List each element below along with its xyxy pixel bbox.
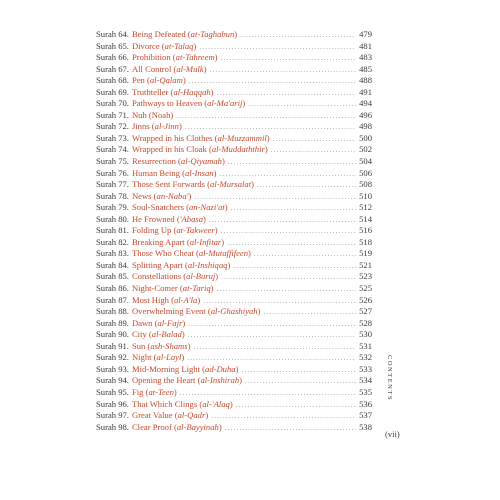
surah-title-link[interactable]: That Which Clings (al-'Alaq)	[131, 398, 233, 409]
toc-entry[interactable]	[96, 364, 372, 376]
surah-number: Surah 95.	[96, 386, 129, 397]
toc-entry[interactable]	[96, 75, 372, 87]
toc-entry[interactable]	[96, 214, 372, 226]
surah-title: Nuh (Noah)	[131, 109, 174, 120]
surah-transliteration: at-Teen	[148, 386, 174, 397]
surah-transliteration: al-Jinn	[154, 121, 179, 132]
page-number: (vii)	[385, 429, 400, 439]
dot-leader	[263, 307, 356, 319]
entry-page-number: 536	[359, 398, 372, 409]
surah-title: Overwhelming Event	[131, 306, 206, 317]
surah-title-link[interactable]: All Control (al-Mulk)	[131, 63, 207, 74]
surah-transliteration: ad-Duha	[205, 363, 236, 374]
toc-entry[interactable]	[96, 110, 372, 122]
surah-number: Surah 64.	[96, 29, 129, 39]
surah-title-link[interactable]: Mid-Morning Light (ad-Duha)	[131, 363, 239, 374]
surah-transliteration: al-Balad	[151, 329, 182, 340]
dot-leader	[188, 319, 356, 331]
entry-page-number: 483	[359, 52, 372, 63]
toc-entry[interactable]	[96, 352, 372, 364]
dot-leader	[217, 284, 357, 296]
surah-number: Surah 80.	[96, 213, 129, 224]
surah-title: That Which Clings	[131, 398, 198, 409]
surah-number: Surah 66.	[96, 52, 129, 63]
surah-title-link[interactable]: Prohibition (at-Tahreem)	[131, 52, 218, 63]
entry-page-number: 528	[359, 317, 372, 328]
surah-title: Splitting Apart	[131, 259, 183, 270]
surah-number: Surah 75.	[96, 156, 129, 167]
dot-leader	[241, 365, 356, 377]
dot-leader	[193, 342, 356, 354]
entry-page-number: 518	[359, 236, 372, 247]
entry-page-number: 523	[359, 271, 372, 282]
surah-transliteration: 'Abasa	[179, 213, 204, 224]
toc-entry[interactable]	[96, 156, 372, 168]
entry-page-number: 500	[359, 132, 372, 143]
surah-title: Clear Proof	[131, 421, 172, 432]
toc-entry[interactable]	[96, 341, 372, 353]
toc-entry[interactable]	[96, 237, 372, 249]
surah-transliteration: at-Tariq	[182, 283, 211, 294]
surah-transliteration: al-Inshiqaq	[187, 259, 228, 270]
surah-title: Being Defeated	[131, 29, 186, 39]
surah-title-link[interactable]: Wrapped in his Cloak (al-Muddaththir)	[131, 144, 268, 155]
toc-entry[interactable]	[96, 329, 372, 341]
surah-title-link[interactable]: Splitting Apart (al-Inshiqaq)	[131, 259, 231, 270]
surah-number: Surah 84.	[96, 259, 129, 270]
surah-number: Surah 67.	[96, 63, 129, 74]
surah-title-link[interactable]: Those Who Cheat (al-Mutaffifeen)	[131, 248, 251, 259]
surah-title-link[interactable]: Human Being (al-Insan)	[131, 167, 217, 178]
toc-entry[interactable]	[96, 64, 372, 76]
surah-title-link[interactable]: Folding Up (at-Takweer)	[131, 225, 218, 236]
surah-title-link[interactable]: Divorce (at-Talaq)	[131, 40, 197, 51]
toc-entry[interactable]	[96, 306, 372, 318]
surah-number: Surah 92.	[96, 352, 129, 363]
surah-title: Soul-Snatchers	[131, 202, 184, 213]
surah-title: Resurrection	[131, 156, 176, 167]
surah-number: Surah 76.	[96, 167, 129, 178]
entry-page-number: 498	[359, 121, 372, 132]
entry-page-number: 534	[359, 375, 372, 386]
toc-entry[interactable]	[96, 295, 372, 307]
dot-leader	[209, 65, 356, 77]
surah-title: Pathways to Heaven	[131, 98, 203, 109]
toc-entry[interactable]	[96, 202, 372, 214]
surah-title: Fig	[131, 386, 144, 397]
surah-transliteration: ash-Shams	[150, 340, 188, 351]
surah-transliteration: al-Qadr	[177, 410, 206, 421]
surah-title-link[interactable]: Night (al-Layl)	[131, 352, 185, 363]
entry-page-number: 488	[359, 75, 372, 86]
surah-number: Surah 98.	[96, 421, 129, 432]
surah-transliteration: al-Mulk	[176, 63, 204, 74]
surah-title-link[interactable]: Overwhelming Event (al-Ghashiyah)	[131, 306, 261, 317]
surah-number: Surah 90.	[96, 329, 129, 340]
entry-page-number: 510	[359, 190, 372, 201]
surah-title-link[interactable]: Most High (al-A'la)	[131, 294, 201, 305]
surah-transliteration: at-Tahreem	[175, 52, 215, 63]
surah-number: Surah 79.	[96, 202, 129, 213]
surah-number: Surah 94.	[96, 375, 129, 386]
table-of-contents	[96, 29, 372, 433]
surah-number: Surah 96.	[96, 398, 129, 409]
dot-leader	[188, 330, 356, 342]
toc-entry[interactable]	[96, 248, 372, 260]
surah-transliteration: al-'Alaq	[202, 398, 230, 409]
toc-entry[interactable]	[96, 29, 372, 41]
surah-title-link[interactable]	[132, 110, 173, 122]
toc-entry[interactable]	[96, 318, 372, 330]
toc-entry[interactable]	[96, 399, 372, 411]
surah-title: Truthteller	[131, 86, 169, 97]
surah-transliteration: an-Nazi'at	[189, 202, 225, 213]
surah-title-link[interactable]: Dawn (al-Fajr)	[131, 317, 186, 328]
surah-number: Surah 88.	[96, 306, 129, 317]
surah-title-link[interactable]: Night-Comer (at-Tariq)	[131, 283, 214, 294]
surah-transliteration: an-Naba'	[156, 190, 189, 201]
dot-leader	[176, 111, 356, 123]
surah-title-link[interactable]: Truthteller (al-Haqqah)	[131, 86, 214, 97]
toc-entry[interactable]	[96, 133, 372, 145]
entry-page-number: 527	[359, 306, 372, 317]
toc-entry[interactable]	[96, 98, 372, 110]
surah-transliteration: al-Ma'arij	[207, 98, 243, 109]
surah-number: Surah 65.	[96, 40, 129, 51]
toc-entry[interactable]	[96, 87, 372, 99]
entry-page-number: 535	[359, 386, 372, 397]
entry-page-number: 530	[359, 329, 372, 340]
entry-page-number: 525	[359, 283, 372, 294]
surah-transliteration: at-Talaq	[164, 40, 194, 51]
dot-leader	[228, 157, 356, 169]
toc-entry[interactable]	[96, 410, 372, 422]
toc-entry[interactable]	[96, 283, 372, 295]
surah-title: Most High	[131, 294, 169, 305]
surah-title-link[interactable]: Great Value (al-Qadr)	[131, 410, 209, 421]
dot-leader	[236, 400, 356, 412]
surah-title-link[interactable]: He Frowned ('Abasa)	[131, 213, 206, 224]
surah-title: Opening the Heart	[131, 375, 196, 386]
surah-transliteration: al-Muzzammil	[217, 132, 267, 143]
surah-transliteration: at-Takweer	[176, 225, 215, 236]
surah-title-link[interactable]: Fig (at-Teen)	[131, 386, 177, 397]
surah-number: Surah 91.	[96, 340, 129, 351]
surah-title-link[interactable]: Constellations (al-Buruj)	[131, 271, 219, 282]
dot-leader	[221, 53, 357, 65]
surah-title-link[interactable]: Pathways to Heaven (al-Ma'arij)	[131, 98, 246, 109]
surah-title: All Control	[131, 63, 172, 74]
surah-number: Surah 81.	[96, 225, 129, 236]
surah-title-link[interactable]: City (al-Balad)	[131, 329, 185, 340]
surah-title-link[interactable]: Pen (al-Qalam)	[131, 75, 186, 86]
surah-transliteration: al-Haqqah	[173, 86, 211, 97]
surah-title: Breaking Apart	[131, 236, 185, 247]
surah-transliteration: al-Qalam	[149, 75, 183, 86]
surah-number: Surah 73.	[96, 132, 129, 143]
surah-title-link[interactable]: Opening the Heart (al-Inshirah)	[131, 375, 242, 386]
surah-title-link[interactable]: Clear Proof (al-Bayyinah)	[131, 421, 222, 432]
toc-entry[interactable]	[96, 179, 372, 191]
surah-transliteration: al-Bayyinah	[176, 421, 219, 432]
surah-number: Surah 69.	[96, 86, 129, 97]
dot-leader	[248, 99, 356, 111]
surah-title: Wrapped in his Cloak	[131, 144, 207, 155]
surah-title: Those Sent Forwards	[131, 179, 205, 190]
running-head-contents: CONTENTS	[386, 355, 393, 401]
entry-page-number: 531	[359, 340, 372, 351]
toc-entry[interactable]	[96, 260, 372, 272]
entry-page-number: 494	[359, 98, 372, 109]
surah-title: Those Who Cheat	[131, 248, 194, 259]
surah-title: Constellations	[131, 271, 182, 282]
surah-title: Folding Up	[131, 225, 172, 236]
surah-title: He Frowned	[131, 213, 175, 224]
entry-page-number: 508	[359, 179, 372, 190]
dot-leader	[254, 249, 356, 261]
surah-transliteration: al-Infitar	[189, 236, 222, 247]
surah-title-link[interactable]: Sun (ash-Shams)	[131, 340, 191, 351]
toc-entry[interactable]	[96, 375, 372, 387]
surah-title: Divorce	[131, 40, 160, 51]
entry-page-number: 506	[359, 167, 372, 178]
entry-page-number: 514	[359, 213, 372, 224]
surah-number: Surah 74.	[96, 144, 129, 155]
entry-page-number: 479	[359, 29, 372, 39]
surah-transliteration: al-Mursalat	[210, 179, 252, 190]
dot-leader	[189, 76, 356, 88]
surah-transliteration: al-Insan	[184, 167, 214, 178]
toc-entry[interactable]	[96, 144, 372, 156]
dot-leader	[231, 203, 356, 215]
surah-transliteration: al-Layl	[156, 352, 182, 363]
dot-leader	[273, 134, 357, 146]
surah-transliteration: al-Fajr	[157, 317, 183, 328]
surah-title-link[interactable]: Breaking Apart (al-Infitar)	[131, 236, 225, 247]
surah-title: Mid-Morning Light	[131, 363, 200, 374]
toc-entry[interactable]	[96, 387, 372, 399]
surah-number: Surah 89.	[96, 317, 129, 328]
surah-title: Pen	[131, 75, 145, 86]
dot-leader	[225, 423, 356, 435]
entry-page-number: 481	[359, 40, 372, 51]
surah-number: Surah 97.	[96, 410, 129, 421]
surah-transliteration: at-Taghabun	[190, 29, 235, 39]
surah-number: Surah 87.	[96, 294, 129, 305]
toc-entry[interactable]	[96, 271, 372, 283]
toc-entry[interactable]	[96, 52, 372, 64]
surah-title: Human Being	[131, 167, 180, 178]
entry-page-number: 537	[359, 410, 372, 421]
surah-title: Great Value	[131, 410, 173, 421]
surah-title: Sun	[131, 340, 146, 351]
surah-number: Surah 83.	[96, 248, 129, 259]
dot-leader	[199, 42, 356, 54]
dot-leader	[257, 180, 356, 192]
surah-title-link[interactable]: Resurrection (al-Qiyamah)	[131, 156, 225, 167]
entry-page-number: 532	[359, 352, 372, 363]
surah-title-link[interactable]: News (an-Naba')	[131, 190, 192, 201]
dot-leader	[211, 411, 356, 423]
surah-number: Surah 72.	[96, 121, 129, 132]
entry-page-number: 526	[359, 294, 372, 305]
entry-page-number: 516	[359, 225, 372, 236]
surah-number: Surah 77.	[96, 179, 129, 190]
toc-entry[interactable]	[96, 41, 372, 53]
entry-page-number: 519	[359, 248, 372, 259]
entry-page-number: 496	[359, 109, 372, 120]
dot-leader	[245, 376, 356, 388]
dot-leader	[271, 145, 356, 157]
toc-entry[interactable]	[96, 225, 372, 237]
dot-leader	[221, 226, 357, 238]
surah-transliteration: al-Ghashiyah	[210, 306, 258, 317]
surah-number: Surah 85.	[96, 271, 129, 282]
surah-title: Night	[131, 352, 152, 363]
surah-title: Night-Comer	[131, 283, 178, 294]
surah-number: Surah 78.	[96, 190, 129, 201]
surah-transliteration: al-Buruj	[186, 271, 216, 282]
surah-transliteration: al-Mutaffifeen	[198, 248, 249, 259]
dot-leader	[209, 215, 356, 227]
surah-title: Prohibition	[131, 52, 171, 63]
surah-title-link[interactable]: Those Sent Forwards (al-Mursalat)	[131, 179, 254, 190]
dot-leader	[233, 261, 356, 273]
surah-number: Surah 86.	[96, 283, 129, 294]
surah-number: Surah 71.	[96, 109, 129, 120]
surah-transliteration: al-Inshirah	[200, 375, 240, 386]
surah-title: City	[131, 329, 147, 340]
surah-number: Surah 82.	[96, 236, 129, 247]
dot-leader	[240, 30, 356, 42]
surah-number: Surah 68.	[96, 75, 129, 86]
surah-title-link[interactable]: Being Defeated (at-Taghabun)	[131, 29, 238, 39]
toc-entry[interactable]	[96, 121, 372, 133]
surah-number: Surah 70.	[96, 98, 129, 109]
entry-page-number: 533	[359, 363, 372, 374]
entry-page-number: 538	[359, 421, 372, 432]
surah-title-link[interactable]: Wrapped in his Clothes (al-Muzzammil)	[131, 132, 270, 143]
surah-title: News	[131, 190, 152, 201]
toc-entry[interactable]	[96, 168, 372, 180]
dot-leader	[221, 272, 356, 284]
entry-page-number: 485	[359, 63, 372, 74]
surah-transliteration: al-Qiyamah	[180, 156, 222, 167]
surah-title: Jinns	[131, 121, 150, 132]
entry-page-number: 491	[359, 86, 372, 97]
toc-entry[interactable]	[96, 422, 372, 434]
surah-number: Surah 93.	[96, 363, 129, 374]
surah-title-link[interactable]: Jinns (al-Jinn)	[131, 121, 182, 132]
surah-transliteration: al-Muddaththir	[211, 144, 265, 155]
toc-entry[interactable]	[96, 191, 372, 203]
surah-transliteration: al-A'la	[173, 294, 198, 305]
entry-page-number: 521	[359, 259, 372, 270]
surah-title: Wrapped in his Clothes	[131, 132, 213, 143]
entry-page-number: 502	[359, 144, 372, 155]
entry-page-number: 504	[359, 156, 372, 167]
surah-title: Dawn	[131, 317, 153, 328]
surah-title-link[interactable]: Soul-Snatchers (an-Nazi'at)	[131, 202, 228, 213]
entry-page-number: 512	[359, 202, 372, 213]
